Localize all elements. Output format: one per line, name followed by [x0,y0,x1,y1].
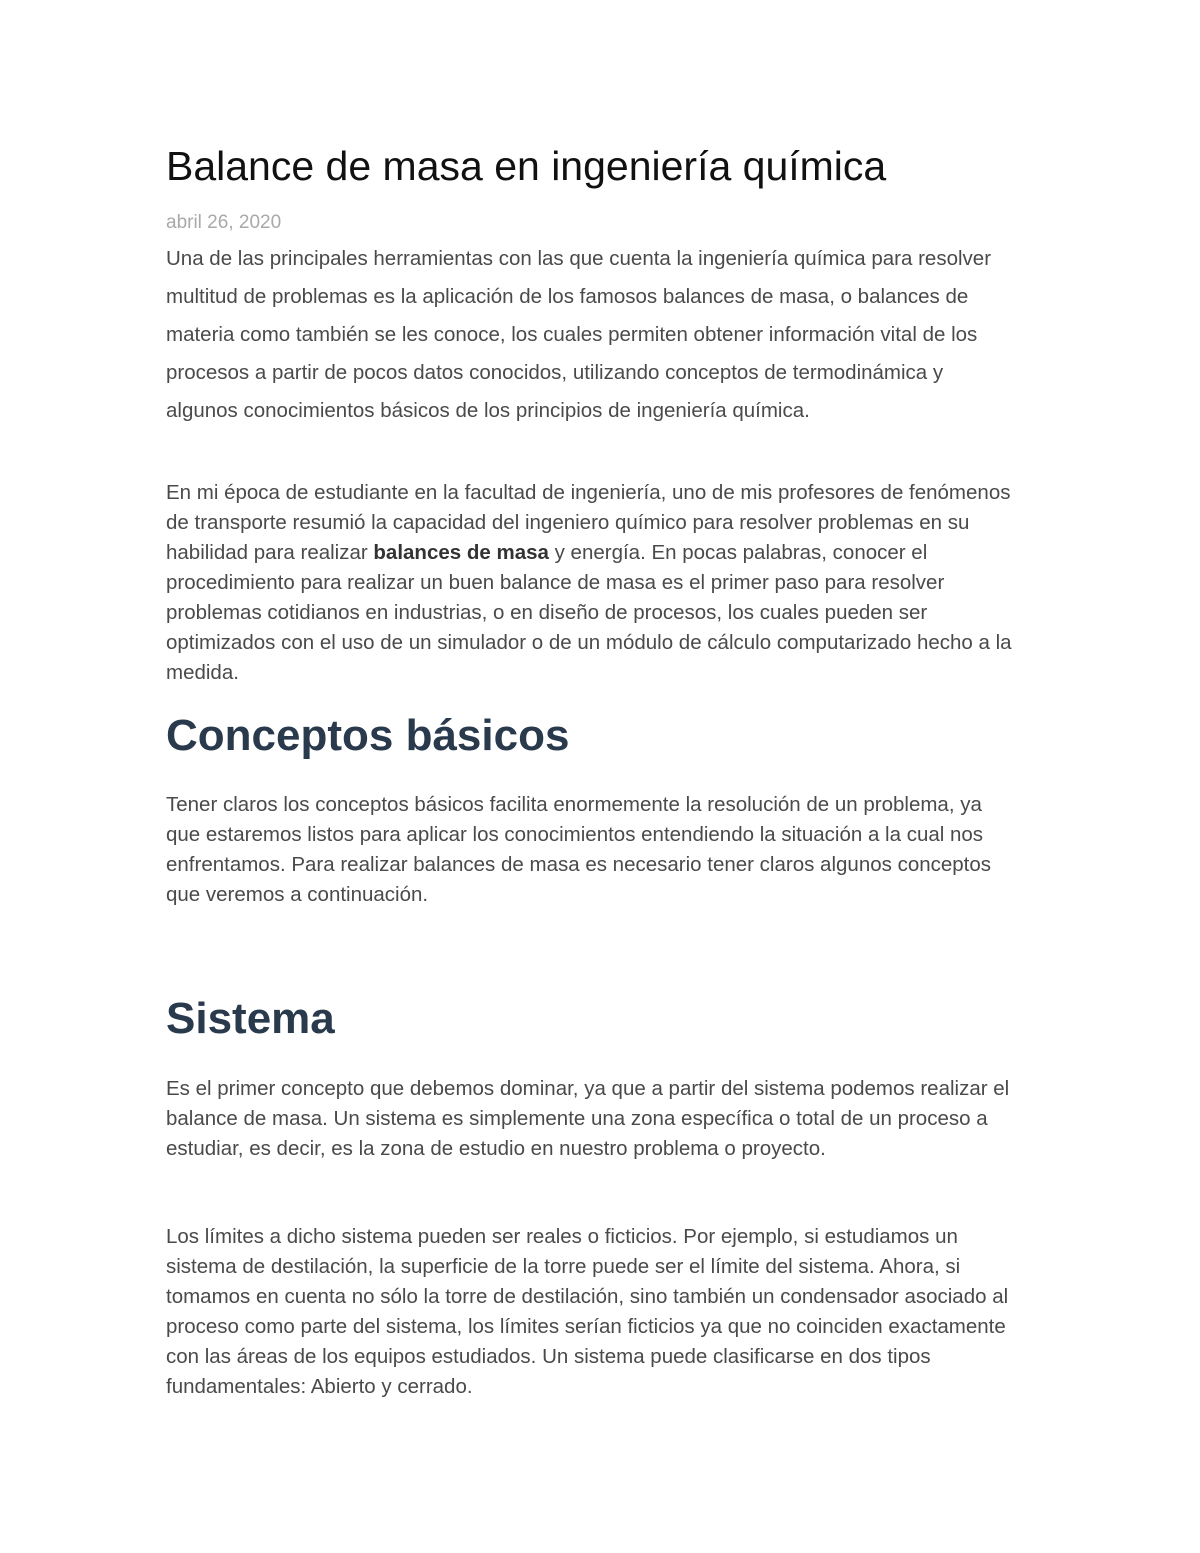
paragraph-2-text-end: y energía. En pocas palabras, conocer el procedimiento para realizar un buen balance de masa es el primer paso para resolver problemas cotidianos en industrias, o en diseño de procesos, los cuales pueden ser optimizados con el uso de un simulador o de un módulo de cálculo computarizado hecho a la medida. [166,541,1012,684]
article-date: abril 26, 2020 [166,212,282,233]
conceptos-paragraph: Tener claros los conceptos básicos facilita enormemente la resolución de un problema, ya que estaremos listos para aplicar los conocimientos entendiendo la situación a la cual nos enfrentamos. Para realizar balances de masa es necesario tener claros algunos conceptos que veremos a continuación. [166,793,992,906]
paragraph-2 [166,478,1016,688]
sistema-paragraph-2: Los límites a dicho sistema pueden ser reales o ficticios. Por ejemplo, si estudiamos un sistema de destilación, la superficie de la torre puede ser el límite del sistema. Ahora, si tomamos en cuenta no sólo la torre de destilación, sino también un condensador asociado al proceso como parte del sistema, los límites serían ficticios ya que no coinciden exactamente con las áreas de los equipos estudiados. Un sistema puede clasificarse en dos tipos fundamentales: Abierto y cerrado. [166,1225,1009,1398]
article-title: Balance de masa en ingeniería química [166,143,887,189]
heading-sistema: Sistema [166,994,335,1043]
paragraph-2-bold: balances de masa [373,541,549,564]
paragraph-2-text-start: En mi época de estudiante en la facultad de ingeniería, uno de mis profesores de fenómenos de transporte resumió la capacidad del ingeniero químico para resolver problemas en su habilidad para realizar [166,481,1011,564]
intro-paragraph: Una de las principales herramientas con las que cuenta la ingeniería química para resolver multitud de problemas es la aplicación de los famosos balances de masa, o balances de materia como también se les conoce, los cuales permiten obtener información vital de los procesos a partir de pocos datos conocidos, utilizando conceptos de termodinámica y algunos conocimientos básicos de los principios de ingeniería química. [166,247,992,422]
heading-conceptos-basicos: Conceptos básicos [166,711,570,760]
sistema-paragraph-1: Es el primer concepto que debemos dominar, ya que a partir del sistema podemos realizar el balance de masa. Un sistema es simplemente una zona específica o total de un proceso a estudiar, es decir, es la zona de estudio en nuestro problema o proyecto. [166,1077,1010,1160]
